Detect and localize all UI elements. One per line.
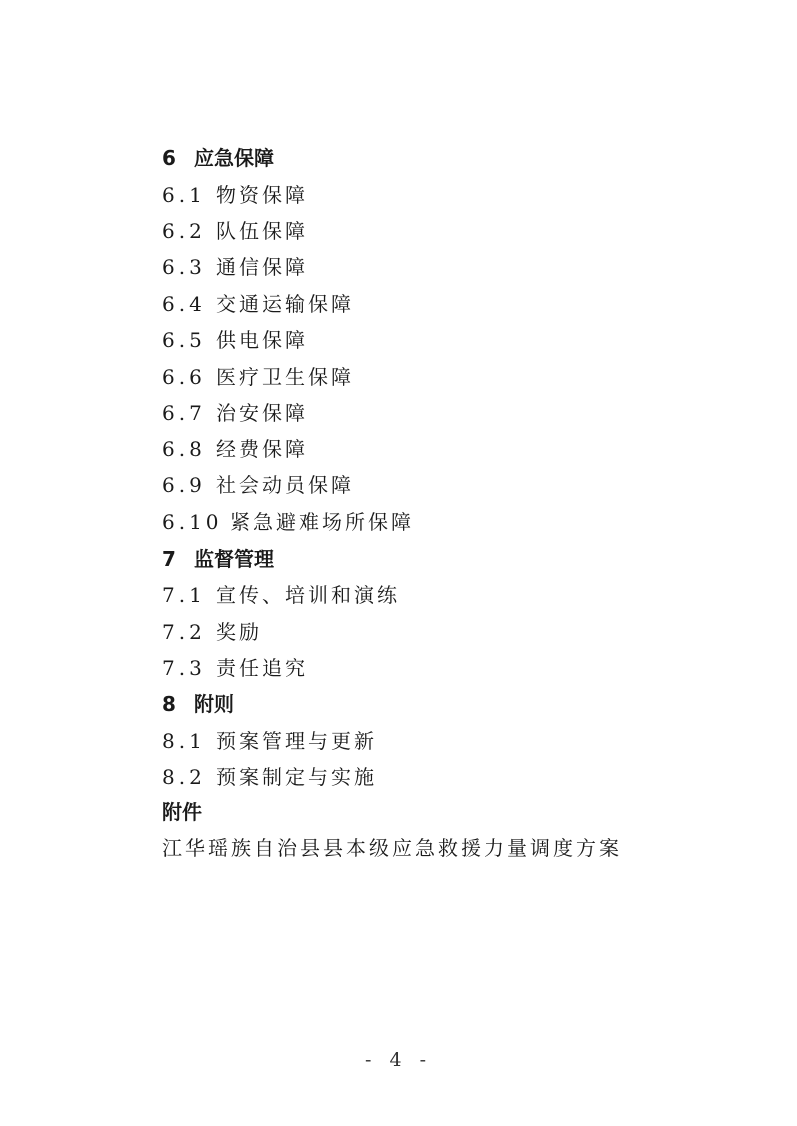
item-title: 队伍保障	[216, 219, 308, 243]
toc-item-6-1	[162, 181, 308, 209]
item-title: 社会动员保障	[216, 473, 354, 497]
toc-item-6-3	[162, 253, 308, 281]
item-number: 6.6	[162, 365, 206, 389]
section-title: 附则	[194, 692, 234, 716]
toc-item-6-5	[162, 326, 308, 354]
toc-attachment-item: 江华瑶族自治县县本级应急救援力量调度方案	[162, 836, 622, 860]
toc-item-8-1	[162, 727, 377, 755]
item-number: 7.3	[162, 656, 206, 680]
toc-section-6	[162, 144, 274, 172]
item-number: 8.2	[162, 765, 206, 789]
item-title: 经费保障	[216, 437, 308, 461]
item-title: 紧急避难场所保障	[230, 510, 414, 534]
item-number: 6.5	[162, 328, 206, 352]
toc-attachment-heading: 附件	[162, 800, 202, 824]
section-title: 应急保障	[194, 146, 274, 170]
section-number: 6	[162, 146, 176, 170]
item-title: 医疗卫生保障	[216, 365, 354, 389]
item-number: 6.1	[162, 183, 206, 207]
toc-item-6-7	[162, 399, 308, 427]
item-title: 预案管理与更新	[216, 729, 377, 753]
item-number: 6.4	[162, 292, 206, 316]
item-title: 奖励	[216, 620, 262, 644]
item-number: 6.8	[162, 437, 206, 461]
item-number: 6.9	[162, 473, 206, 497]
item-number: 7.1	[162, 583, 206, 607]
toc-item-7-1	[162, 581, 400, 609]
toc-item-6-2	[162, 217, 308, 245]
item-number: 6.3	[162, 255, 206, 279]
item-number: 7.2	[162, 620, 206, 644]
toc-section-7	[162, 545, 274, 573]
toc-item-6-9	[162, 471, 354, 499]
section-number: 8	[162, 692, 176, 716]
item-title: 责任追究	[216, 656, 308, 680]
item-title: 宣传、培训和演练	[216, 583, 400, 607]
item-title: 物资保障	[216, 183, 308, 207]
item-number: 6.7	[162, 401, 206, 425]
toc-item-7-2	[162, 618, 262, 646]
toc-item-6-4	[162, 290, 354, 318]
item-number: 8.1	[162, 729, 206, 753]
item-title: 交通运输保障	[216, 292, 354, 316]
item-title: 治安保障	[216, 401, 308, 425]
item-title: 供电保障	[216, 328, 308, 352]
toc-section-8	[162, 690, 234, 718]
item-title: 预案制定与实施	[216, 765, 377, 789]
item-number: 6.10	[162, 510, 223, 534]
item-title: 通信保障	[216, 255, 308, 279]
section-number: 7	[162, 547, 176, 571]
toc-item-6-8	[162, 435, 308, 463]
section-title: 监督管理	[194, 547, 274, 571]
page-number: - 4 -	[364, 1049, 432, 1071]
toc-item-6-10	[162, 508, 414, 536]
item-number: 6.2	[162, 219, 206, 243]
toc-item-7-3	[162, 654, 308, 682]
toc-item-6-6	[162, 363, 354, 391]
toc-item-8-2	[162, 763, 377, 791]
